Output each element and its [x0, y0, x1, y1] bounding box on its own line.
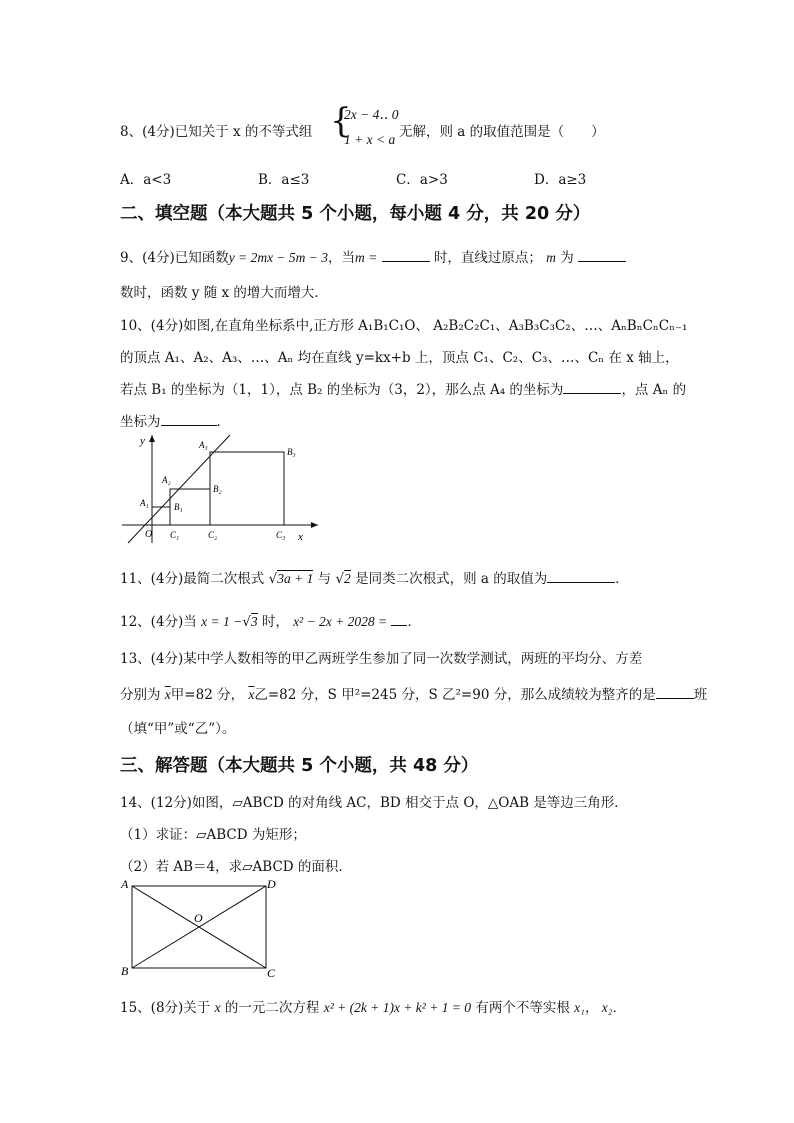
q13-blank[interactable] [656, 684, 694, 699]
q8-ineq2: 1 + x < a [344, 132, 396, 147]
q13-line1: 13、(4分)某中学人数相等的甲乙两班学生参加了同一次数学测试，两班的平均分、方差 [120, 651, 643, 667]
q9-blank-1[interactable] [382, 247, 430, 262]
q10-blank-an[interactable] [161, 411, 217, 426]
q8-ineq1: 2x − 4‥ 0 [344, 107, 399, 122]
square-1 [152, 507, 170, 525]
q11-end: ． [615, 571, 629, 587]
system-brace: { [330, 101, 352, 141]
q15-label: 15、(8分)关于 [120, 1000, 211, 1016]
q12-end: ． [407, 614, 421, 630]
q8-option-c: C．a>3 [396, 172, 448, 188]
label-x: x [298, 531, 303, 543]
q10-blank-a4[interactable] [563, 379, 621, 394]
q11-question: 是同类二次根式，则 a 的取值为 [355, 571, 548, 587]
q11-and: 与 [317, 571, 332, 587]
q12-line [120, 610, 421, 630]
q12-when: 时， [261, 614, 289, 630]
q13-xbar-1: $\overline{x}$ [164, 687, 171, 702]
section-3-heading: 三、解答题（本大题共 5 个小题，共 48 分） [120, 756, 479, 776]
q10-line4 [120, 410, 230, 430]
y-axis-arrow [149, 435, 155, 442]
q9-when: ，当 [328, 250, 356, 266]
q10-line1: 10、(4分)如图,在直角坐标系中,正方形 A₁B₁C₁O、 A₂B₂C₂C₁、A₃B₃C₃C₂、…、AₙBₙCₙCₙ₋₁ [120, 318, 688, 334]
q10-line4-end: ． [216, 414, 230, 430]
label-O: O [145, 529, 153, 540]
q10-line3-end: ，点 Aₙ 的 [621, 382, 687, 398]
q11-radicand-2: 2 [344, 571, 351, 586]
q13-line2 [120, 683, 707, 703]
q12-blank[interactable] [391, 611, 407, 626]
q10-figure [118, 430, 328, 550]
label-C3: C₃ [276, 530, 286, 540]
label-B1: B₁ [174, 502, 183, 512]
q9-label: 9、(4分)已知函数 [120, 250, 229, 266]
q9-line1 [120, 246, 626, 266]
q10-line2: 的顶点 A₁、A₂、A₃、…、Aₙ 均在直线 y=kx+b 上，顶点 C₁、C₂、C₃、…、Cₙ 在 x 轴上， [120, 350, 679, 366]
q13-xbar-2: $\overline{x}$ [248, 687, 255, 702]
q9-function: y = 2mx − 5m − 3 [228, 250, 329, 265]
q9-blank-2[interactable] [578, 247, 626, 262]
q8-option-d: D．a≥3 [534, 172, 587, 188]
label-D: D [267, 877, 276, 891]
q12-x-eq: x = 1 − [201, 614, 243, 629]
q13-ban: 班 [693, 687, 708, 703]
label-B2: B₂ [213, 484, 222, 494]
q8-suffix: 无解，则 a 的取值范围是（ ） [399, 124, 605, 140]
q9-wei: 为 [560, 250, 574, 266]
q8-text [120, 120, 312, 140]
q15-equation: x² + (2k + 1)x + k² + 1 = 0 [323, 1000, 472, 1015]
x-axis-arrow [311, 522, 318, 528]
q9-m-eq: m = [355, 250, 378, 265]
q11-label: 11、(4分)最简二次根式 [120, 571, 265, 587]
q15-roots-text: 有两个不等实根 [475, 1000, 570, 1016]
q13-mean-jia: 甲=82 分， [170, 687, 245, 703]
q13-mean-yi: 乙=82 分，S 甲²=245 分，S 乙²=90 分，那么成绩较为整齐的是 [254, 687, 656, 703]
q12-radicand: 3 [250, 614, 258, 629]
q14-line2: （1）求证：▱ABCD 为矩形； [120, 827, 306, 843]
q14-figure [118, 874, 283, 980]
q15-line [120, 996, 626, 1016]
q8-option-a: A．a<3 [120, 172, 172, 188]
label-A2: A₂ [162, 475, 171, 485]
q12-label: 12、(4分)当 [120, 614, 197, 630]
label-A1: A₁ [140, 498, 149, 508]
label-C2: C₂ [208, 530, 218, 540]
label-B3: B₃ [287, 447, 296, 457]
q15-desc: 的一元二次方程 [224, 1000, 320, 1016]
sqrt-sign-2: √ [335, 571, 345, 587]
label-A3: A₃ [199, 440, 208, 450]
q9-line2: 数时，函数 y 随 x 的增大而增大． [120, 285, 328, 301]
q14-line3: （2）若 AB＝4，求▱ABCD 的面积． [120, 859, 352, 875]
q12-expression: x² − 2x + 2028 = [293, 614, 388, 629]
label-C: C [267, 966, 276, 980]
label-O: O [194, 911, 203, 925]
q13-line3: （填“甲”或“乙”）。 [120, 721, 236, 737]
q9-m-var: m [546, 250, 556, 265]
label-A: A [121, 877, 129, 891]
q10-line4-text: 坐标为 [120, 414, 161, 430]
q10-line3-text: 若点 B₁ 的坐标为（1，1），点 B₂ 的坐标为（3，2），那么点 A₄ 的坐标为 [120, 382, 564, 398]
q14-line1: 14、(12分)如图，▱ABCD 的对角线 AC，BD 相交于点 O，△OAB 是等边三角形． [120, 795, 628, 811]
q11-radicand-1: 3a + 1 [277, 571, 314, 586]
label-y: y [140, 435, 145, 447]
q8-prefix: 8、(4分)已知关于 x 的不等式组 [120, 124, 313, 140]
q13-fenbie: 分别为 [120, 687, 161, 703]
sqrt-sign-1: √ [268, 571, 278, 587]
label-B: B [121, 964, 129, 978]
q11-blank[interactable] [547, 568, 615, 583]
q8-option-b: B．a≤3 [258, 172, 310, 188]
q9-mid: 时，直线过原点； [433, 250, 542, 266]
q15-x-var: x [214, 1000, 221, 1015]
q10-line3 [120, 378, 686, 398]
section-2-heading: 二、填空题（本大题共 5 个小题，每小题 4 分，共 20 分） [120, 204, 591, 224]
sqrt-sign-3: √ [242, 614, 251, 630]
q15-roots: x₁， x₂． [574, 1000, 626, 1015]
q11-line [120, 567, 629, 587]
label-C1: C₁ [170, 530, 180, 540]
